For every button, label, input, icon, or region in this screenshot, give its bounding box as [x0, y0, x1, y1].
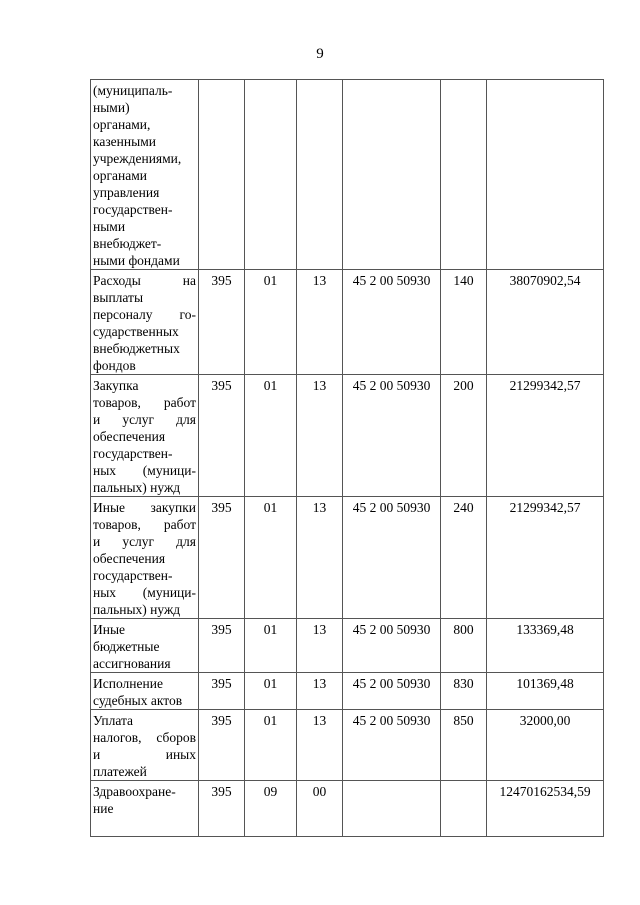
vr-cell: 800	[441, 619, 487, 673]
sum-cell: 101369,48	[487, 673, 604, 710]
sum-cell: 32000,00	[487, 710, 604, 781]
rz-cell: 01	[245, 619, 297, 673]
table-row	[91, 375, 604, 497]
pr-cell: 13	[297, 673, 343, 710]
name-line: товаров, работ	[93, 517, 196, 532]
sum-cell: 21299342,57	[487, 497, 604, 619]
csr-cell: 45 2 00 50930	[343, 497, 441, 619]
ved-cell: 395	[199, 710, 245, 781]
name-cell	[91, 497, 199, 619]
csr-cell: 45 2 00 50930	[343, 673, 441, 710]
ved-cell: 395	[199, 781, 245, 837]
vr-cell: 830	[441, 673, 487, 710]
sum-cell: 21299342,57	[487, 375, 604, 497]
name-line: фондов	[93, 358, 136, 373]
vr-cell	[441, 80, 487, 270]
name-line: государствен-	[93, 446, 173, 461]
name-line: внебюджетных	[93, 341, 180, 356]
name-cell	[91, 375, 199, 497]
name-line: Закупка	[93, 378, 139, 393]
table-row	[91, 497, 604, 619]
sum-cell: 133369,48	[487, 619, 604, 673]
name-line: ных (муници-	[93, 463, 196, 478]
vr-cell: 140	[441, 270, 487, 375]
table-row	[91, 619, 604, 673]
name-line: обеспечения	[93, 429, 166, 444]
name-line: ных (муници-	[93, 585, 196, 600]
name-line: платежей	[93, 764, 147, 779]
name-line: пальных) нужд	[93, 602, 181, 617]
name-cell	[91, 270, 199, 375]
table-row	[91, 781, 604, 837]
csr-cell	[343, 781, 441, 837]
ved-cell: 395	[199, 497, 245, 619]
table-body	[91, 80, 604, 837]
name-line: персоналу го-	[93, 307, 196, 322]
vr-cell: 240	[441, 497, 487, 619]
pr-cell: 00	[297, 781, 343, 837]
rz-cell: 09	[245, 781, 297, 837]
ved-cell: 395	[199, 270, 245, 375]
name-cell	[91, 781, 199, 837]
name-line: ассигнования	[93, 656, 171, 671]
name-cell	[91, 710, 199, 781]
name-line: Иные	[93, 622, 126, 637]
name-line: бюджетные	[93, 639, 160, 654]
name-line: и услуг для	[93, 534, 196, 549]
pr-cell: 13	[297, 497, 343, 619]
name-line: управления	[93, 185, 160, 200]
name-line: ными фондами	[93, 253, 180, 268]
name-line: судебных актов	[93, 693, 183, 708]
csr-cell: 45 2 00 50930	[343, 270, 441, 375]
table-row	[91, 710, 604, 781]
pr-cell: 13	[297, 619, 343, 673]
name-line: органами	[93, 168, 148, 183]
pr-cell: 13	[297, 710, 343, 781]
ved-cell: 395	[199, 619, 245, 673]
pr-cell	[297, 80, 343, 270]
name-line: (муниципаль-	[93, 83, 173, 98]
name-line: и иных	[93, 747, 196, 762]
name-line: Исполнение	[93, 676, 163, 691]
pr-cell: 13	[297, 375, 343, 497]
name-line: Расходы на	[93, 273, 196, 288]
name-line: налогов, сборов	[93, 730, 196, 745]
ved-cell	[199, 80, 245, 270]
ved-cell: 395	[199, 673, 245, 710]
name-line: ными)	[93, 100, 130, 115]
rz-cell: 01	[245, 375, 297, 497]
sum-cell: 38070902,54	[487, 270, 604, 375]
page-number: 9	[316, 46, 324, 62]
pr-cell: 13	[297, 270, 343, 375]
rz-cell: 01	[245, 673, 297, 710]
sum-cell: 12470162534,59	[487, 781, 604, 837]
name-line: государствен-	[93, 202, 173, 217]
name-line: и услуг для	[93, 412, 196, 427]
name-line: пальных) нужд	[93, 480, 181, 495]
name-line: Иные закупки	[93, 500, 196, 515]
name-line: казенными	[93, 134, 156, 149]
vr-cell	[441, 781, 487, 837]
csr-cell: 45 2 00 50930	[343, 710, 441, 781]
ved-cell: 395	[199, 375, 245, 497]
table-row	[91, 270, 604, 375]
vr-cell: 200	[441, 375, 487, 497]
rz-cell: 01	[245, 710, 297, 781]
name-line: ние	[93, 801, 114, 816]
budget-table	[90, 79, 604, 837]
name-cell	[91, 80, 199, 270]
name-line: Уплата	[93, 713, 134, 728]
csr-cell: 45 2 00 50930	[343, 619, 441, 673]
name-cell	[91, 673, 199, 710]
name-line: учреждениями,	[93, 151, 182, 166]
name-line: внебюджет-	[93, 236, 162, 251]
name-line: органами,	[93, 117, 151, 132]
rz-cell	[245, 80, 297, 270]
table-row	[91, 673, 604, 710]
name-line: Здравоохране-	[93, 784, 176, 799]
name-line: государствен-	[93, 568, 173, 583]
rz-cell: 01	[245, 497, 297, 619]
name-line: товаров, работ	[93, 395, 196, 410]
name-line: ными	[93, 219, 126, 234]
csr-cell	[343, 80, 441, 270]
rz-cell: 01	[245, 270, 297, 375]
name-line: сударственных	[93, 324, 179, 339]
sum-cell	[487, 80, 604, 270]
name-cell	[91, 619, 199, 673]
vr-cell: 850	[441, 710, 487, 781]
table-row	[91, 80, 604, 270]
csr-cell: 45 2 00 50930	[343, 375, 441, 497]
name-line: обеспечения	[93, 551, 166, 566]
name-line: выплаты	[93, 290, 144, 305]
